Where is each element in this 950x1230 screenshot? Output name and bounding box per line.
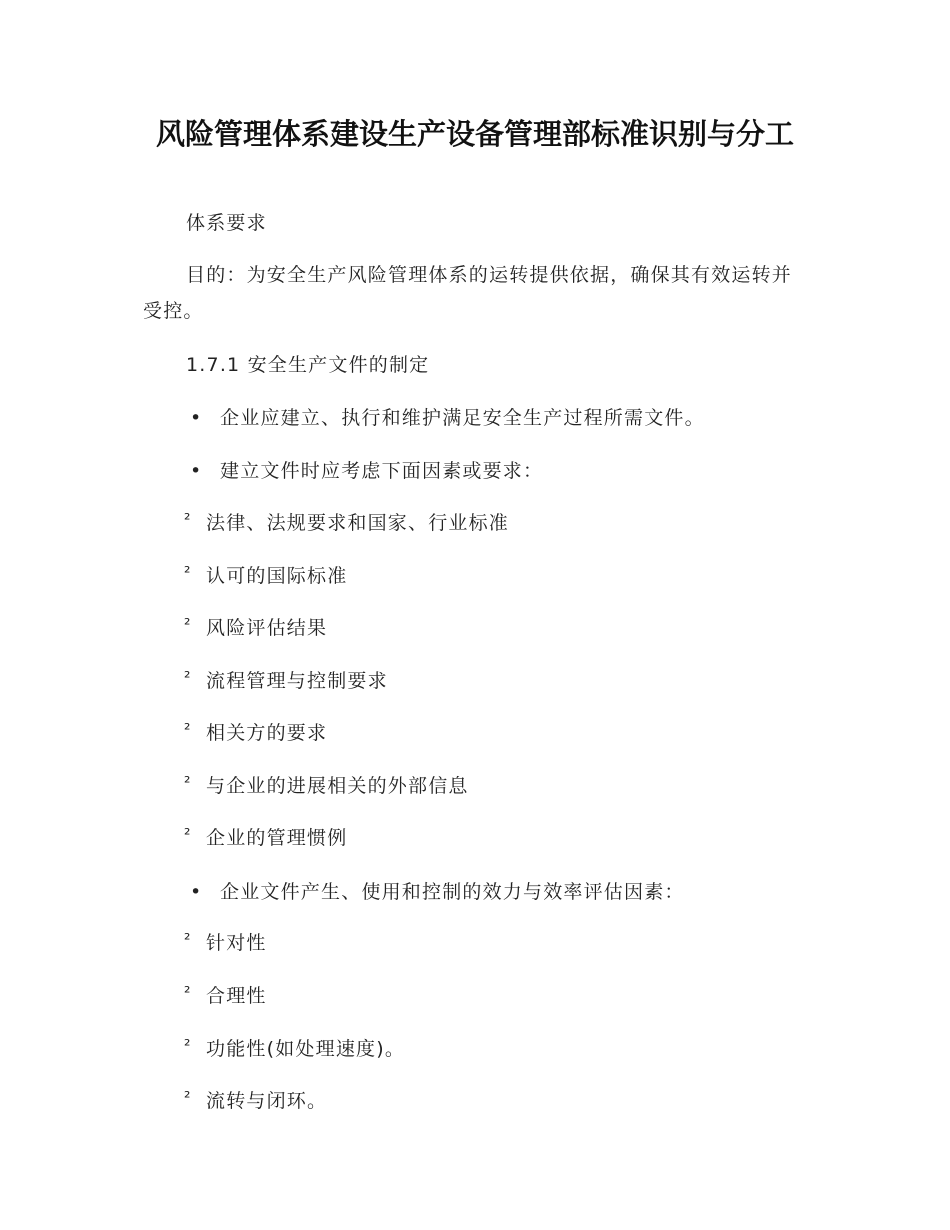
- list-item-text: 企业的管理惯例: [206, 827, 348, 849]
- list-item-text: 合理性: [206, 985, 267, 1007]
- list-item: [184, 718, 327, 749]
- list-marker-icon: ²: [184, 563, 192, 582]
- list-item: [184, 1086, 327, 1117]
- bullet-item-3: [190, 877, 685, 907]
- list-marker-icon: ²: [184, 930, 192, 949]
- list-item-text: 风险评估结果: [206, 617, 328, 639]
- list-marker-icon: ²: [184, 1036, 192, 1055]
- bullet-dot-icon: •: [190, 460, 203, 482]
- list-item-text: 认可的国际标准: [206, 565, 348, 587]
- list-item: [184, 508, 509, 539]
- bullet-text: 建立文件时应考虑下面因素或要求：: [220, 460, 544, 482]
- list-item: [184, 928, 267, 959]
- bullet-text: 企业应建立、执行和维护满足安全生产过程所需文件。: [220, 407, 705, 429]
- list-item-text: 流程管理与控制要求: [206, 670, 388, 692]
- list-item: [184, 666, 388, 697]
- list-item: [184, 613, 327, 644]
- list-marker-icon: ²: [184, 983, 192, 1002]
- list-item: [184, 771, 469, 802]
- subsection-heading: 1.7.1 安全生产文件的制定: [186, 354, 430, 376]
- bullet-text: 企业文件产生、使用和控制的效力与效率评估因素：: [220, 881, 685, 903]
- list-marker-icon: ²: [184, 1088, 192, 1107]
- purpose-paragraph: 目的：为安全生产风险管理体系的运转提供依据，确保其有效运转并受控。: [143, 264, 793, 322]
- list-item: [184, 981, 267, 1012]
- list-item-text: 针对性: [206, 932, 267, 954]
- bullet-dot-icon: •: [190, 881, 203, 903]
- list-item: [184, 1034, 405, 1065]
- list-item-text: 功能性(如处理速度)。: [206, 1038, 406, 1060]
- list-marker-icon: ²: [184, 720, 192, 739]
- list-item-text: 法律、法规要求和国家、行业标准: [206, 512, 510, 534]
- list-marker-icon: ²: [184, 825, 192, 844]
- list-marker-icon: ²: [184, 668, 192, 687]
- bullet-dot-icon: •: [190, 407, 203, 429]
- list-item-text: 流转与闭环。: [206, 1090, 328, 1112]
- list-item-text: 与企业的进展相关的外部信息: [206, 775, 469, 797]
- list-marker-icon: ²: [184, 510, 192, 529]
- bullet-item-2: [190, 456, 543, 486]
- bullet-item-1: [190, 403, 705, 433]
- document-title: 风险管理体系建设生产设备管理部标准识别与分工: [155, 117, 794, 151]
- list-marker-icon: ²: [184, 615, 192, 634]
- section-heading: 体系要求: [186, 212, 267, 234]
- list-item: [184, 823, 347, 854]
- list-item: [184, 561, 347, 592]
- list-item-text: 相关方的要求: [206, 722, 328, 744]
- list-marker-icon: ²: [184, 773, 192, 792]
